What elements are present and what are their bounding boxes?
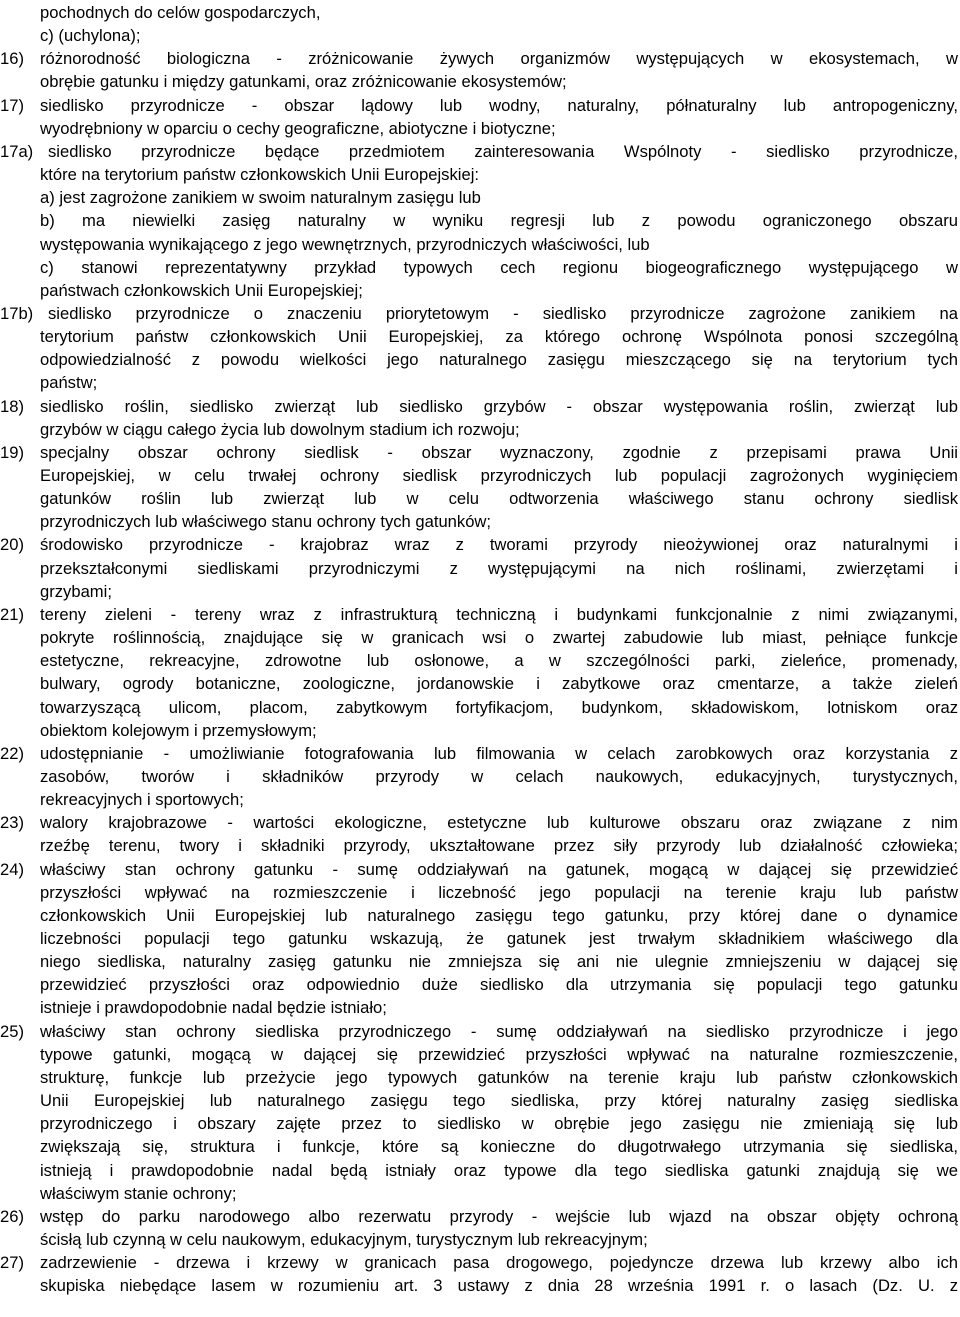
text-line bbox=[0, 580, 960, 603]
text-line bbox=[0, 858, 960, 881]
text-line bbox=[0, 418, 960, 441]
text-line bbox=[0, 557, 960, 580]
text-line bbox=[0, 626, 960, 649]
text-line bbox=[0, 1251, 960, 1274]
text-line bbox=[0, 325, 960, 348]
item-number: 20) bbox=[0, 535, 24, 555]
line-text: terytorium państw członkowskich Unii Europejskiej, za którego ochronę Wspólnota ponosi szczególną bbox=[40, 327, 958, 347]
line-text: obiektom kolejowym i przemysłowym; bbox=[40, 720, 317, 740]
line-text: środowisko przyrodnicze - krajobraz wraz z tworami przyrody nieożywionej oraz naturalnymi i bbox=[40, 535, 958, 555]
line-text: c) (uchylona); bbox=[40, 26, 141, 46]
line-text: przyrodniczego i obszary zajęte przez to siedlisko w obrębie jego zasięgu nie zmieniają się lub bbox=[40, 1114, 958, 1134]
line-text: grzybami; bbox=[40, 581, 112, 601]
text-line bbox=[0, 811, 960, 834]
text-line bbox=[0, 1066, 960, 1089]
item-number: 22) bbox=[0, 743, 24, 763]
text-line bbox=[0, 302, 960, 325]
text-line bbox=[0, 186, 960, 209]
item-number: 16) bbox=[0, 49, 24, 69]
text-line bbox=[0, 996, 960, 1019]
text-line bbox=[0, 950, 960, 973]
text-line bbox=[0, 140, 960, 163]
line-text: siedlisko przyrodnicze - obszar lądowy lub wodny, naturalny, półnaturalny lub antropogeniczny, bbox=[40, 95, 958, 115]
line-text: zadrzewienie - drzewa i krzewy w granicach pasa drogowego, pojedyncze drzewa lub krzewy albo ich bbox=[40, 1253, 958, 1273]
text-line bbox=[0, 510, 960, 533]
text-line bbox=[0, 603, 960, 626]
line-text: odpowiedzialność z powodu wielkości jego naturalnego zasięgu mieszczącego się na terytorium tych bbox=[40, 350, 958, 370]
line-text: właściwy stan ochrony gatunku - sumę oddziaływań na gatunek, mogącą w dającej się przewidzieć bbox=[40, 859, 958, 879]
line-text: pokryte roślinnością, znajdujące się w granicach wsi o zwartej zabudowie lub miast, pełniące funkcje bbox=[40, 628, 958, 648]
text-line bbox=[0, 163, 960, 186]
text-line bbox=[0, 279, 960, 302]
line-text: państw; bbox=[40, 373, 98, 393]
line-text: zwiększają się, struktura i funkcje, które są konieczne do długotrwałego utrzymania się siedliska, bbox=[40, 1137, 958, 1157]
line-text: estetyczne, rekreacyjne, zdrowotne lub osłonowe, a w szczególności parki, zieleńce, promenady, bbox=[40, 651, 958, 671]
line-text: siedlisko roślin, siedlisko zwierząt lub siedlisko grzybów - obszar występowania roślin, zwierząt lub bbox=[40, 396, 958, 416]
text-line bbox=[0, 649, 960, 672]
line-text: c) stanowi reprezentatywny przykład typowych cech regionu biogeograficznego występującego w bbox=[40, 257, 958, 277]
line-text: udostępnianie - umożliwianie fotografowania lub filmowania w celach zarobkowych oraz korzystania z bbox=[40, 743, 958, 763]
text-line bbox=[0, 464, 960, 487]
text-line bbox=[0, 94, 960, 117]
item-number: 19) bbox=[0, 442, 24, 462]
line-text: przewidzieć przyszłości oraz odpowiednio duże siedlisko dla utrzymania się populacji tego gatunku bbox=[40, 975, 958, 995]
text-line bbox=[0, 70, 960, 93]
text-line bbox=[0, 256, 960, 279]
line-text: grzybów w ciągu całego życia lub dowolnym stadium ich rozwoju; bbox=[40, 419, 520, 439]
line-text: skupiska niebędące lasem w rozumieniu art. 3 ustawy z dnia 28 września 1991 r. o lasach (Dz. U. z bbox=[40, 1276, 958, 1296]
line-text: które na terytorium państw członkowskich Unii Europejskiej: bbox=[40, 165, 479, 185]
text-line bbox=[0, 1135, 960, 1158]
text-line bbox=[0, 1043, 960, 1066]
line-text: przekształconymi siedliskami przyrodniczymi z występującymi na nich roślinami, zwierzętami i bbox=[40, 558, 958, 578]
line-text: istnieją i prawdopodobnie nadal będą istniały oraz typowe dla tego siedliska gatunki znajdują się we bbox=[40, 1160, 958, 1180]
line-text: pochodnych do celów gospodarczych, bbox=[40, 3, 321, 22]
text-line bbox=[0, 1020, 960, 1043]
text-line bbox=[0, 233, 960, 256]
text-line bbox=[0, 881, 960, 904]
line-text: różnorodność biologiczna - zróżnicowanie żywych organizmów występujących w ekosystemach, w bbox=[40, 49, 958, 69]
line-text: siedlisko przyrodnicze o znaczeniu priorytetowym - siedlisko przyrodnicze zagrożone zanikiem na bbox=[48, 303, 958, 323]
text-line bbox=[0, 1228, 960, 1251]
item-number: 18) bbox=[0, 396, 24, 416]
line-text: walory krajobrazowe - wartości ekologiczne, estetyczne lub kulturowe obszaru oraz związane z nim bbox=[40, 813, 958, 833]
line-text: tereny zieleni - tereny wraz z infrastrukturą techniczną i budynkami funkcjonalnie z nimi związanymi, bbox=[40, 604, 958, 624]
text-line bbox=[0, 1182, 960, 1205]
text-line bbox=[0, 834, 960, 857]
line-text: Unii Europejskiej lub naturalnego zasięgu tego siedliska, przy której naturalny zasięg siedliska bbox=[40, 1091, 958, 1111]
line-text: siedlisko przyrodnicze będące przedmiotem zainteresowania Wspólnoty - siedlisko przyrodnicze, bbox=[48, 141, 958, 161]
text-line bbox=[0, 904, 960, 927]
text-line bbox=[0, 395, 960, 418]
text-line bbox=[0, 742, 960, 765]
line-text: Europejskiej, w celu trwałej ochrony siedlisk przyrodniczych lub populacji zagrożonych wyginięciem bbox=[40, 466, 958, 485]
line-text: przyrodniczych lub właściwego stanu ochrony tych gatunków; bbox=[40, 512, 492, 532]
text-line bbox=[0, 441, 960, 464]
text-line bbox=[0, 765, 960, 788]
line-text: liczebności populacji tego gatunku wskazują, że gatunek jest trwałym składnikiem właściwego dla bbox=[40, 929, 958, 948]
text-line bbox=[0, 371, 960, 394]
line-text: strukturę, funkcje lub przeżycie jego typowych gatunków na terenie kraju lub państw członkowskich bbox=[40, 1067, 958, 1087]
text-line bbox=[0, 348, 960, 371]
text-line bbox=[0, 719, 960, 742]
text-line bbox=[0, 788, 960, 811]
line-text: gatunków roślin lub zwierząt lub w celu odtworzenia właściwego stanu ochrony siedlisk bbox=[40, 489, 958, 509]
item-number: 26) bbox=[0, 1206, 24, 1226]
text-line bbox=[0, 209, 960, 232]
text-line bbox=[0, 1159, 960, 1182]
line-text: niego siedliska, naturalny zasięg gatunku nie zmniejsza się ani nie ulegnie zmniejszeniu w dającej się bbox=[40, 952, 958, 972]
text-line bbox=[0, 24, 960, 47]
line-text: członkowskich Unii Europejskiej lub naturalnego zasięgu tego gatunku, przy której dane o dynamice bbox=[40, 905, 958, 925]
line-text: b) ma niewielki zasięg naturalny w wyniku regresji lub z powodu ograniczonego obszaru bbox=[40, 211, 958, 231]
text-line bbox=[0, 973, 960, 996]
line-text: rekreacyjnych i sportowych; bbox=[40, 790, 244, 810]
line-text: państwach członkowskich Unii Europejskiej; bbox=[40, 280, 363, 300]
item-number: 17) bbox=[0, 95, 24, 115]
line-text: właściwym stanie ochrony; bbox=[40, 1183, 237, 1203]
line-text: typowe gatunki, mogącą w dającej się przewidzieć przyszłości wpływać na naturalne rozmieszczenie, bbox=[40, 1044, 958, 1064]
line-text: bulwary, ogrody botaniczne, zoologiczne, jordanowskie i zabytkowe oraz cmentarze, a także zieleń bbox=[40, 674, 958, 694]
line-text: wyodrębniony w oparciu o cechy geograficzne, abiotyczne i biotyczne; bbox=[40, 118, 556, 138]
line-text: właściwy stan ochrony siedliska przyrodniczego - sumę oddziaływań na siedlisko przyrodnicze i jego bbox=[40, 1021, 958, 1041]
item-number: 17b) bbox=[0, 303, 34, 323]
text-line bbox=[0, 487, 960, 510]
line-text: przyszłości wpływać na rozmieszczenie i liczebność jego populacji na terenie kraju lub państw bbox=[40, 882, 958, 902]
text-line bbox=[0, 117, 960, 140]
line-text: a) jest zagrożone zanikiem w swoim naturalnym zasięgu lub bbox=[40, 188, 481, 208]
line-text: towarzyszącą ulicom, placom, zabytkowym fortyfikacjom, budynkom, składowiskom, lotniskom oraz bbox=[40, 697, 958, 717]
line-text: istnieje i prawdopodobnie nadal będzie istniało; bbox=[40, 998, 387, 1018]
item-number: 27) bbox=[0, 1253, 24, 1273]
text-line bbox=[0, 696, 960, 719]
text-line bbox=[0, 1205, 960, 1228]
item-number: 24) bbox=[0, 859, 24, 879]
text-line bbox=[0, 47, 960, 70]
text-line bbox=[0, 1112, 960, 1135]
line-text: rzeźbę terenu, twory i składniki przyrody, ukształtowane przez siły przyrody lub działalność człowieka; bbox=[40, 836, 958, 856]
text-line bbox=[0, 1274, 960, 1297]
text-line bbox=[0, 672, 960, 695]
text-line bbox=[0, 1, 960, 24]
text-line bbox=[0, 927, 960, 950]
item-number: 21) bbox=[0, 604, 24, 624]
item-number: 23) bbox=[0, 813, 24, 833]
line-text: obrębie gatunku i między gatunkami, oraz zróżnicowanie ekosystemów; bbox=[40, 72, 567, 92]
line-text: występowania wynikającego z jego wewnętrznych, przyrodniczych właściwości, lub bbox=[40, 234, 650, 254]
item-number: 25) bbox=[0, 1021, 24, 1041]
line-text: zasobów, tworów i składników przyrody w celach naukowych, edukacyjnych, turystycznych, bbox=[40, 766, 958, 786]
line-text: specjalny obszar ochrony siedlisk - obszar wyznaczony, zgodnie z przepisami prawa Unii bbox=[40, 442, 958, 462]
text-line bbox=[0, 1089, 960, 1112]
line-text: wstęp do parku narodowego albo rezerwatu przyrody - wejście lub wjazd na obszar objęty ochroną bbox=[40, 1206, 958, 1226]
item-number: 17a) bbox=[0, 141, 34, 161]
line-text: ścisłą lub czynną w celu naukowym, edukacyjnym, turystycznym lub rekreacyjnym; bbox=[40, 1229, 648, 1249]
text-line bbox=[0, 533, 960, 556]
